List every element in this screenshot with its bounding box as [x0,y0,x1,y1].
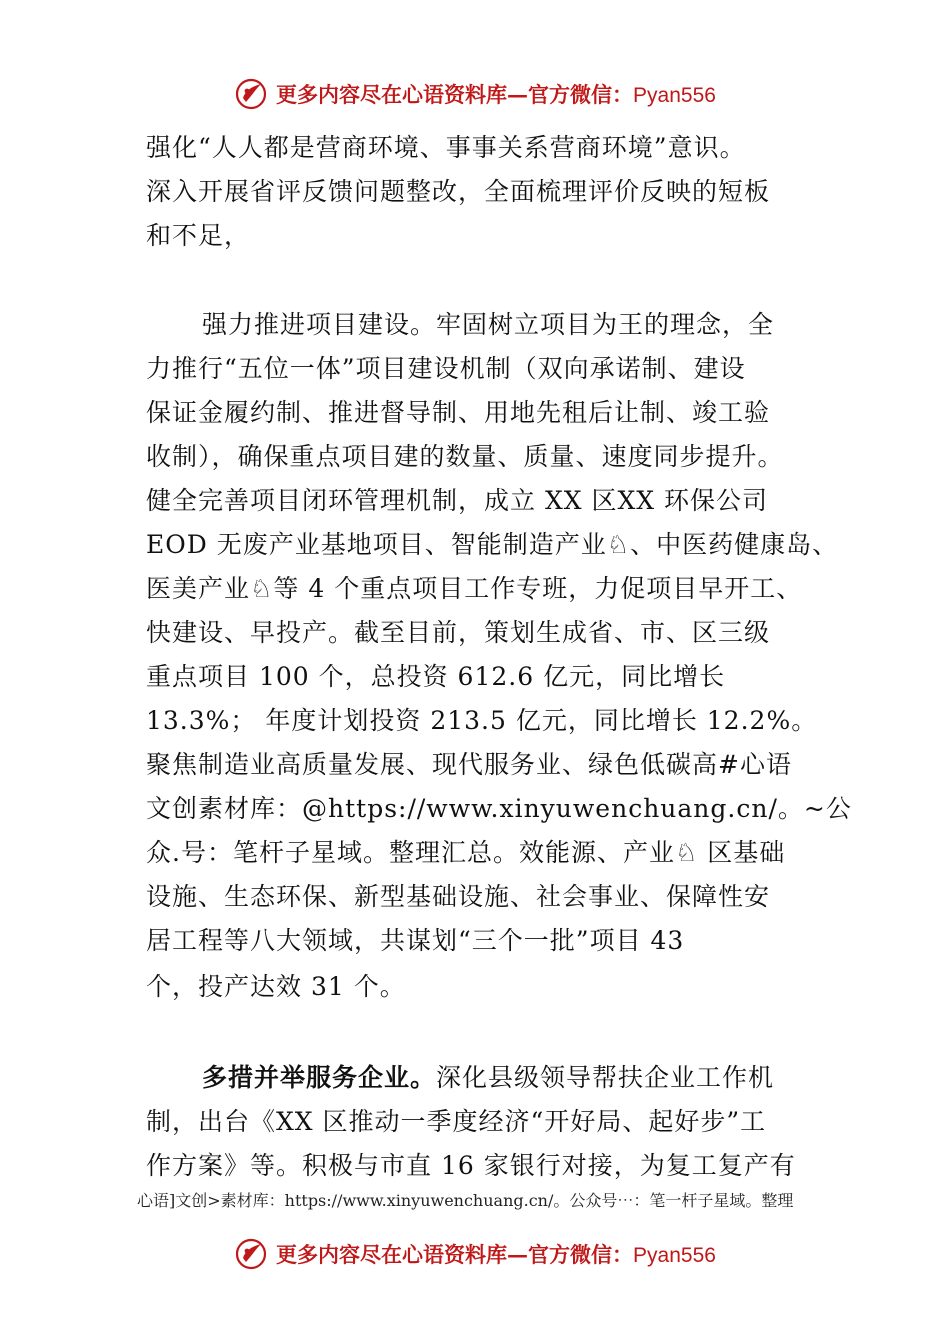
text-line: 收制），确保重点项目建的数量、质量、速度同步提升。 [146,442,784,471]
text-line: 力推行“五位一体”项目建设机制（双向承诺制、建设 [146,354,746,383]
header-banner [0,72,950,116]
text-line: 快建设、早投产。截至目前，策划生成省、市、区三级 [146,618,771,647]
text-line: 强力推进项目建设。牢固树立项目为王的理念，全 [202,310,775,339]
text-line: 文创素材库：@https://www.xinyuwenchuang.cn/。~公 [146,794,852,823]
text-line: 个，投产达效 31 个。 [146,972,406,1001]
brand-logo-icon [234,77,268,111]
banner-text: 更多内容尽在心语资料库—官方微信：Pyan556 [276,82,716,107]
text-line: EOD 无废产业基地项目、智能制造产业♘、中医药健康岛、 [146,530,839,559]
text-line: 13.3%； 年度计划投资 213.5 亿元，同比增长 12.2%。 [146,706,818,735]
watermark-note: 心语]文创>素材库：https://www.xinyuwenchuang.cn/。公众号⋯：笔一杆子星域。整理 [137,1191,794,1210]
text-line: 多措并举服务企业。深化县级领导帮扶企业工作机 [202,1063,775,1092]
text-line: 设施、生态环保、新型基础设施、社会事业、保障性安 [146,882,771,911]
text-line: 制，出台《XX 区推动一季度经济“开好局、起好步”工 [146,1107,767,1136]
brand-logo-icon [234,1237,268,1271]
text-line: 健全完善项目闭环管理机制，成立 XX 区XX 环保公司 [146,486,769,515]
banner-text: 更多内容尽在心语资料库—官方微信：Pyan556 [276,1242,716,1267]
text-line: 和不足， [146,221,251,250]
paragraph-lead: 多措并举服务企业。 [202,1063,437,1092]
footer-banner [0,1232,950,1276]
text-line: 医美产业♘等 4 个重点项目工作专班，力促项目早开工、 [146,574,803,603]
text-line: 保证金履约制、推进督导制、用地先租后让制、竣工验 [146,398,771,427]
text-line: 深入开展省评反馈问题整改，全面梳理评价反映的短板 [146,177,771,206]
text-line: 居工程等八大领域，共谋划“三个一批”项目 43 [146,926,685,955]
text-line: 重点项目 100 个，总投资 612.6 亿元，同比增长 [146,662,726,691]
wechat-id: Pyan556 [633,84,716,107]
wechat-id: Pyan556 [633,1244,716,1267]
text-line: 众.号：笔杆子星域。整理汇总。效能源、产业♘ 区基础 [146,838,786,867]
text-line: 聚焦制造业高质量发展、现代服务业、绿色低碳高#心语 [146,750,792,779]
text-line: 强化“人人都是营商环境、事事关系营商环境”意识。 [146,133,746,162]
text-line: 作方案》等。积极与市直 16 家银行对接，为复工复产有 [146,1151,796,1180]
